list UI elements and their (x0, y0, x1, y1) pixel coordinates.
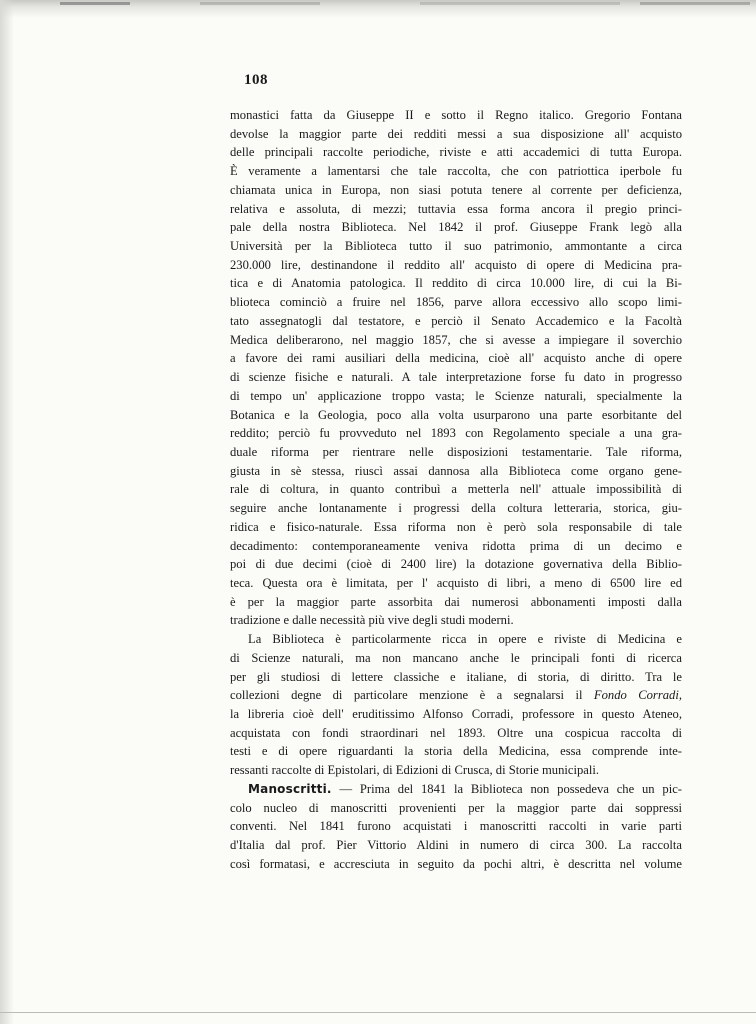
text-line (230, 686, 682, 705)
text-line: relativa e assoluta, di mezzi; tuttavia essa forma ancora il pregio princi- (230, 201, 682, 216)
scan-speck (200, 2, 320, 5)
text-line: 230.000 lire, destinandone il reddito all' acquisto di opere di Medicina pra- (230, 257, 682, 272)
text-line: è per la maggior parte assorbita dai numerosi abbonamenti imposti dalla (230, 594, 682, 609)
text-line: tato assegnatogli dal testatore, e perciò il Senato Accademico e la Facoltà (230, 313, 682, 328)
text-line: devolse la maggior parte dei redditi messi a sua disposizione all' acquisto (230, 126, 682, 141)
scan-top-edge (0, 0, 756, 18)
scan-bottom-edge (0, 1012, 756, 1013)
text-line: seguire anche lontanamente i progressi della coltura letteraria, storica, giu- (230, 501, 682, 516)
text-line: delle principali raccolte periodiche, riviste e atti accademici di tutta Europa. (230, 145, 682, 160)
text-line: Botanica e la Geologia, poco alla volta usurparono una parte esorbitante del (230, 407, 682, 422)
text-fragment: collezioni degne di particolare menzione è a segnalarsi il (230, 688, 583, 703)
text-line: per gli studiosi di lettere classiche e italiane, di storia, di diritto. Tra le (230, 669, 682, 684)
paragraph-3 (230, 780, 682, 874)
text-line: teca. Questa ora è limitata, per l' acquisto di libri, a meno di 6500 lire ed (230, 575, 682, 590)
text-line: la libreria cioè dell' eruditissimo Alfonso Corradi, professore in questo Ateneo, (230, 707, 682, 721)
scan-speck (60, 2, 130, 5)
paragraph-1 (230, 106, 682, 630)
text-line: tradizione e dalle necessità più vive degli studi moderni. (230, 613, 514, 628)
text-line: La Biblioteca è particolarmente ricca in opere e riviste di Medicina e (248, 632, 682, 647)
text-line: rale di coltura, in quanto contribuì a metterla nell' attuale impossibilità di (230, 482, 682, 497)
scan-speck (640, 2, 750, 5)
text-fragment: — Prima del 1841 la Biblioteca non possedeva che un pic- (339, 781, 682, 796)
text-line: giusta in sè stessa, riuscì assai dannosa alla Biblioteca come organo gene- (230, 463, 682, 478)
text-line: d'Italia dal prof. Pier Vittorio Aldini in numero di circa 300. La raccolta (230, 838, 682, 853)
text-line: monastici fatta da Giuseppe II e sotto il Regno italico. Gregorio Fontana (230, 108, 682, 122)
text-line: pale della nostra Biblioteca. Nel 1842 il prof. Giuseppe Frank legò alla (230, 220, 682, 235)
text-line (230, 780, 682, 799)
scan-left-edge (0, 0, 14, 1024)
text-line: di Scienze naturali, ma non mancano anche le principali fonti di ricerca (230, 650, 682, 665)
text-line: di scienze fisiche e naturali. A tale interpretazione forse fu dato in progresso (230, 370, 682, 385)
text-line: chiamata unica in Europa, non siasi potuta tenere al corrente per deficienza, (230, 182, 682, 197)
text-line: conventi. Nel 1841 furono acquistati i manoscritti raccolti in varie parti (230, 819, 682, 834)
text-line: È veramente a lamentarsi che tale raccolta, che con patriottica iperbole fu (230, 164, 682, 179)
text-line: testi e di opere riguardanti la storia della Medicina, essa comprende inte- (230, 744, 682, 759)
section-heading-manoscritti: Manoscritti. (248, 781, 332, 796)
text-line: poi di due decimi (cioè di 2400 lire) la dotazione governativa della Biblio- (230, 557, 682, 572)
text-line: tica e di Anatomia patologica. Il reddito di circa 10.000 lire, di cui la Bi- (230, 276, 682, 291)
text-line: decadimento: contemporaneamente veniva ridotta prima di un decimo e (230, 538, 682, 553)
text-line: ressanti raccolte di Epistolari, di Edizioni di Crusca, di Storie municipali. (230, 763, 599, 778)
text-line: di tempo un' applicazione troppo vasta; le Scienze naturali, specialmente la (230, 388, 682, 403)
text-line: così formatasi, e accresciuta in seguito da pochi altri, è descritta nel volume (230, 856, 682, 871)
text-line: Medica deliberarono, nel maggio 1857, che si avesse a impiegare il soverchio (230, 332, 682, 347)
fondo-corradi-italic: Fondo Corradi, (593, 688, 682, 703)
text-line: colo nucleo di manoscritti provenienti per la maggior parte dai soppressi (230, 800, 682, 815)
text-line: blioteca cominciò a fruire nel 1856, parve allora eccessivo allo scopo limi- (230, 295, 682, 310)
text-line: a favore dei rami ausiliari della medicina, cioè all' acquisto anche di opere (230, 351, 682, 366)
text-line: duale riforma per rientrare nelle disposizioni testamentarie. Tale riforma, (230, 444, 682, 459)
text-line: Università per la Biblioteca tutto il suo patrimonio, ammontante a circa (230, 239, 682, 254)
body-text (230, 106, 682, 873)
text-line: ridica e fisico-naturale. Essa riforma non è però sola responsabile di tale (230, 519, 682, 534)
text-line: reddito; perciò fu provveduto nel 1893 con Regolamento speciale a una gra- (230, 426, 682, 441)
paragraph-2 (230, 630, 682, 780)
page-number: 108 (244, 72, 268, 88)
text-line: acquistata con fondi straordinari nel 1893. Oltre una cospicua raccolta di (230, 725, 682, 740)
scan-speck (420, 2, 620, 5)
